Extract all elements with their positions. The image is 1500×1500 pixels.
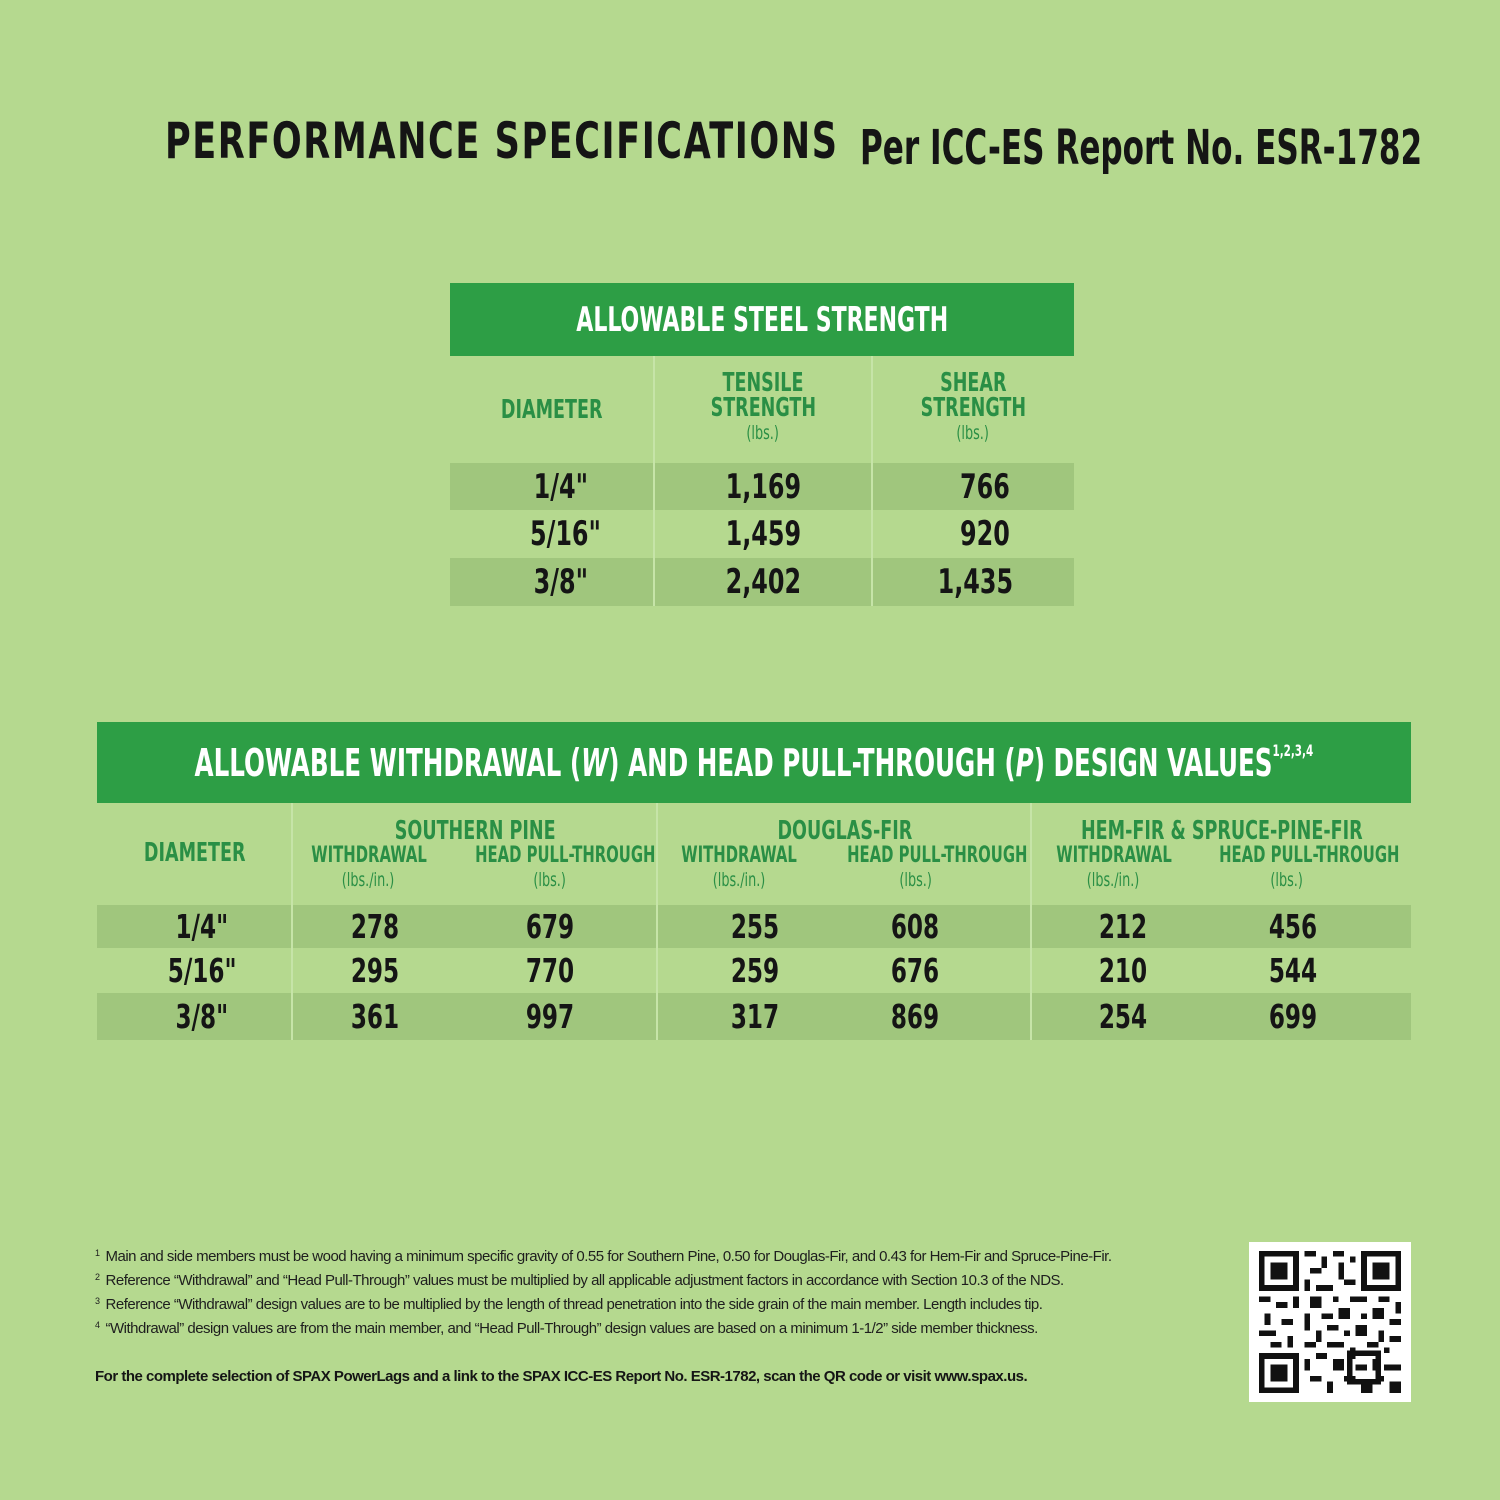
page-title: PERFORMANCE SPECIFICATIONS	[165, 112, 839, 170]
value-cell: 254	[1098, 997, 1147, 1036]
value-cell: 456	[1268, 907, 1317, 946]
value-cell: 278	[350, 907, 399, 946]
column-divider	[653, 356, 655, 606]
column-divider	[1030, 803, 1032, 1040]
footnote: $^4$ “Withdrawal” design values are from the main member, and “Head Pull-Through” design values are based on a minimum 1-1/2” side member thickness.	[95, 1320, 1038, 1337]
report-reference: Per ICC-ES Report No. ESR-1782	[860, 120, 1423, 176]
diameter-cell: 5/16"	[167, 951, 237, 990]
column-divider	[656, 803, 658, 1040]
qr-code-icon	[1259, 1251, 1401, 1393]
value-cell: 210	[1098, 951, 1147, 990]
value-cell: 699	[1268, 997, 1317, 1036]
group-header-southern-pine: SOUTHERN PINE	[394, 816, 556, 846]
closing-note: For the complete selection of SPAX PowerLags and a link to the SPAX ICC-ES Report No. ESR-1782, scan the QR code or visit www.spax.us.	[95, 1368, 1028, 1385]
diameter-cell: 5/16"	[529, 514, 601, 554]
value-cell: 295	[350, 951, 399, 990]
column-divider	[871, 356, 873, 606]
value-cell: 869	[890, 997, 939, 1036]
tensile-cell: 1,459	[725, 514, 801, 554]
qr-code[interactable]	[1249, 1242, 1411, 1402]
value-cell: 770	[525, 951, 574, 990]
group-header-hem-fir-spf: HEM-FIR & SPRUCE-PINE-FIR	[1080, 816, 1363, 846]
steel-table-title: ALLOWABLE STEEL STRENGTH	[450, 283, 1074, 356]
diameter-cell: 1/4"	[533, 466, 589, 507]
group-header-douglas-fir: DOUGLAS-FIR	[777, 816, 913, 846]
value-cell: 259	[730, 951, 779, 990]
shear-cell: 766	[960, 466, 1010, 507]
diameter-cell: 1/4"	[175, 907, 229, 946]
value-cell: 255	[730, 907, 779, 946]
table-row	[97, 905, 1411, 948]
footnote: $^2$ Reference “Withdrawal” and “Head Pull-Through” values must be multiplied by all applicable adjustment factors in accordance with Section 10.3 of the NDS.	[95, 1272, 1064, 1289]
diameter-cell: 3/8"	[175, 997, 229, 1036]
steel-col-tensile: TENSILE STRENGTH (lbs.)	[710, 368, 816, 444]
col-head-pull-through: HEAD PULL-THROUGH (lbs.)	[847, 843, 1028, 891]
value-cell: 608	[890, 907, 939, 946]
value-cell: 317	[730, 997, 779, 1036]
value-cell: 544	[1268, 951, 1317, 990]
col-withdrawal: WITHDRAWAL (lbs./in.)	[681, 843, 798, 891]
withdrawal-col-diameter: DIAMETER	[143, 838, 246, 868]
shear-cell: 1,435	[937, 562, 1013, 602]
shear-cell: 920	[960, 514, 1010, 554]
footnotes	[95, 1248, 1225, 1344]
footnote: $^3$ Reference “Withdrawal” design values are to be multiplied by the length of thread penetration into the side grain of the main member. Length includes tip.	[95, 1296, 1043, 1313]
table-row	[450, 463, 1074, 510]
table-row	[97, 993, 1411, 1040]
table-row	[450, 558, 1074, 606]
withdrawal-table-title: ALLOWABLE WITHDRAWAL (W) AND HEAD PULL-THROUGH (P) DESIGN VALUES$^{1,2,3,4}$	[97, 722, 1411, 803]
table-row	[450, 510, 1074, 558]
col-withdrawal: WITHDRAWAL (lbs./in.)	[1056, 843, 1172, 891]
value-cell: 676	[890, 951, 939, 990]
tensile-cell: 1,169	[725, 466, 801, 507]
value-cell: 212	[1098, 907, 1147, 946]
col-head-pull-through: HEAD PULL-THROUGH (lbs.)	[1219, 843, 1400, 891]
steel-col-shear: SHEAR STRENGTH (lbs.)	[920, 368, 1026, 444]
value-cell: 679	[525, 907, 574, 946]
footnote-refs: 1,2,3,4	[1272, 740, 1314, 760]
value-cell: 361	[350, 997, 399, 1036]
withdrawal-pullthrough-table	[97, 722, 1411, 1040]
col-head-pull-through: HEAD PULL-THROUGH (lbs.)	[475, 843, 656, 891]
value-cell: 997	[525, 997, 574, 1036]
diameter-cell: 3/8"	[533, 562, 589, 602]
table-row	[97, 948, 1411, 993]
footnote: $^1$ Main and side members must be wood having a minimum specific gravity of 0.55 for Southern Pine, 0.50 for Douglas-Fir, and 0.43 for Hem-Fir and Spruce-Pine-Fir.	[95, 1248, 1112, 1265]
column-divider	[291, 803, 293, 1040]
col-withdrawal: WITHDRAWAL (lbs./in.)	[311, 843, 427, 891]
steel-strength-table	[450, 283, 1074, 606]
steel-col-diameter: DIAMETER	[501, 395, 603, 425]
tensile-cell: 2,402	[725, 562, 801, 602]
